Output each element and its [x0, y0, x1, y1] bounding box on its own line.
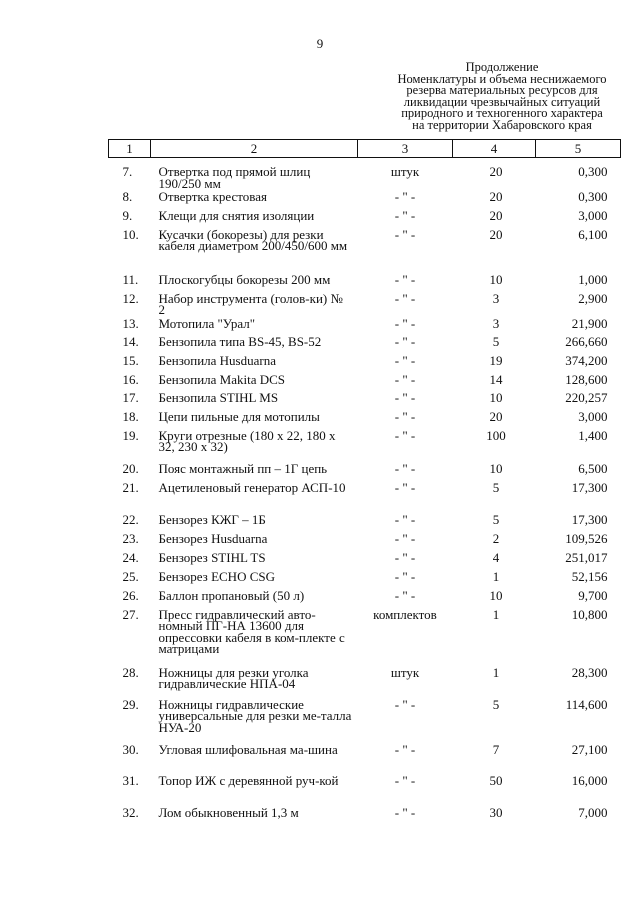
- table-row: [109, 229, 621, 274]
- table-body: [109, 158, 621, 826]
- quantity: 10: [489, 390, 503, 405]
- amount: 0,300: [578, 189, 608, 204]
- amount: 28,300: [571, 664, 608, 680]
- row-number: 12.: [122, 290, 139, 306]
- quantity: 10: [489, 271, 503, 287]
- quantity: 50: [489, 772, 503, 788]
- table-row: [109, 463, 621, 482]
- unit-of-measure: - " -: [394, 226, 416, 242]
- row-number: 23.: [122, 530, 139, 546]
- quantity: 1: [492, 606, 500, 622]
- unit-of-measure: - " -: [394, 207, 416, 223]
- unit-of-measure: - " -: [394, 568, 416, 584]
- unit-of-measure: - " -: [394, 189, 416, 204]
- table-row: [109, 293, 621, 318]
- item-name: Мотопила "Урал": [158, 315, 256, 331]
- quantity: 3: [492, 315, 500, 331]
- table-row: [109, 807, 621, 826]
- amount: 1,000: [578, 271, 608, 287]
- item-name: Бензопила типа BS-45, BS-52: [158, 334, 322, 349]
- unit-of-measure: - " -: [394, 772, 416, 788]
- unit-of-measure: - " -: [394, 427, 416, 443]
- unit-of-measure: - " -: [394, 290, 416, 306]
- column-header: 2: [151, 140, 358, 158]
- row-number: 19.: [122, 427, 139, 443]
- amount: 17,300: [571, 511, 608, 527]
- table-row: [109, 699, 621, 744]
- table-row: [109, 775, 621, 807]
- amount: 6,100: [578, 226, 608, 242]
- row-number: 32.: [122, 804, 139, 820]
- row-number: 15.: [122, 352, 139, 368]
- amount: 251,017: [565, 549, 608, 565]
- item-name: Отвертка крестовая: [158, 189, 267, 204]
- amount: 3,000: [578, 207, 608, 223]
- quantity: 2: [492, 530, 500, 546]
- item-name: Отвертка под прямой шлиц 190/250 мм: [158, 164, 311, 191]
- unit-of-measure: - " -: [394, 460, 416, 476]
- amount: 3,000: [578, 409, 608, 424]
- row-number: 20.: [122, 460, 139, 476]
- amount: 1,400: [578, 427, 608, 443]
- caption-line: природного и техногенного характера: [401, 106, 603, 121]
- table-row: [109, 744, 621, 775]
- unit-of-measure: - " -: [394, 741, 416, 757]
- caption-line: ликвидации чрезвычайных ситуаций: [403, 94, 601, 109]
- item-name: Пояс монтажный пп – 1Г цепь: [158, 460, 328, 476]
- unit-of-measure: комплектов: [373, 606, 437, 622]
- table-row: [109, 166, 621, 191]
- table-row: [109, 430, 621, 463]
- row-number: 21.: [122, 479, 139, 495]
- column-header: 1: [109, 140, 151, 158]
- column-header: 4: [453, 140, 536, 158]
- item-name: Лом обыкновенный 1,3 м: [158, 804, 299, 820]
- column-header: 5: [536, 140, 621, 158]
- quantity: 20: [489, 226, 503, 242]
- item-name: Бензорез Husduarna: [158, 530, 268, 546]
- row-number: 10.: [122, 226, 139, 242]
- unit-of-measure: - " -: [394, 390, 416, 405]
- item-name: Бензопила Makita DCS: [158, 371, 286, 387]
- unit-of-measure: - " -: [394, 804, 416, 820]
- quantity: 3: [492, 290, 500, 306]
- quantity: 5: [492, 479, 500, 495]
- row-number: 8.: [122, 189, 133, 204]
- unit-of-measure: - " -: [394, 530, 416, 546]
- unit-of-measure: штук: [390, 664, 420, 680]
- amount: 7,000: [578, 804, 608, 820]
- row-number: 26.: [122, 587, 139, 603]
- item-name: Топор ИЖ с деревянной руч-кой: [158, 772, 339, 788]
- page-number: 9: [316, 36, 324, 51]
- caption-line: на территории Хабаровского края: [412, 117, 592, 132]
- row-number: 9.: [122, 207, 133, 223]
- amount: 21,900: [571, 315, 608, 331]
- amount: 52,156: [571, 568, 608, 584]
- quantity: 100: [486, 427, 506, 443]
- table-row: [109, 482, 621, 514]
- table-row: [109, 411, 621, 430]
- unit-of-measure: - " -: [394, 315, 416, 331]
- caption-line: резерва материальных ресурсов для: [406, 83, 598, 98]
- row-number: 13.: [122, 315, 139, 331]
- table-row: [109, 552, 621, 571]
- table-row: [109, 571, 621, 590]
- row-number: 30.: [122, 741, 139, 757]
- unit-of-measure: - " -: [394, 409, 416, 424]
- unit-of-measure: - " -: [394, 371, 416, 387]
- table-row: [109, 533, 621, 552]
- table-row: [109, 355, 621, 374]
- quantity: 5: [492, 696, 500, 712]
- amount: 109,526: [565, 530, 608, 546]
- table-row: [109, 274, 621, 293]
- item-name: Клещи для снятия изоляции: [158, 207, 315, 223]
- quantity: 20: [489, 207, 503, 223]
- item-name: Ножницы гидравлические универсальные для резки ме-талла НУА-20: [158, 696, 352, 735]
- row-number: 27.: [122, 606, 139, 622]
- table-caption: [384, 62, 620, 132]
- resource-table: [108, 139, 621, 826]
- row-number: 7.: [122, 164, 133, 179]
- row-number: 16.: [122, 371, 139, 387]
- unit-of-measure: - " -: [394, 696, 416, 712]
- item-name: Ацетиленовый генератор АСП-10: [158, 479, 346, 495]
- amount: 266,660: [565, 334, 608, 349]
- quantity: 14: [489, 371, 503, 387]
- unit-of-measure: - " -: [394, 511, 416, 527]
- row-number: 25.: [122, 568, 139, 584]
- row-number: 22.: [122, 511, 139, 527]
- quantity: 10: [489, 460, 503, 476]
- amount: 27,100: [571, 741, 608, 757]
- item-name: Круги отрезные (180 х 22, 180 х 32, 230 х 32): [158, 427, 336, 455]
- row-number: 11.: [122, 271, 139, 287]
- quantity: 19: [489, 352, 503, 368]
- unit-of-measure: - " -: [394, 334, 416, 349]
- amount: 9,700: [578, 587, 608, 603]
- table-header-row: [109, 140, 621, 158]
- quantity: 20: [489, 409, 503, 424]
- item-name: Набор инструмента (голов-ки) № 2: [158, 290, 343, 318]
- item-name: Бензопила Husduarna: [158, 352, 276, 368]
- quantity: 5: [492, 334, 500, 349]
- quantity: 20: [489, 164, 503, 179]
- caption-line: Номенклатуры и объема неснижаемого: [397, 71, 607, 86]
- item-name: Пресс гидравлический авто-номный ПГ-НА 13600 для опрессовки кабеля в ком-плекте с матрицами: [158, 606, 345, 657]
- amount: 16,000: [571, 772, 608, 788]
- table-row: [109, 514, 621, 533]
- quantity: 10: [489, 587, 503, 603]
- row-number: 14.: [122, 334, 139, 349]
- item-name: Бензорез STIHL TS: [158, 549, 266, 565]
- amount: 374,200: [565, 352, 608, 368]
- row-number: 24.: [122, 549, 139, 565]
- table-row: [109, 590, 621, 609]
- item-name: Угловая шлифовальная ма-шина: [158, 741, 338, 757]
- item-name: Бензорез КЖГ – 1Б: [158, 511, 266, 527]
- unit-of-measure: - " -: [394, 479, 416, 495]
- unit-of-measure: - " -: [394, 271, 416, 287]
- amount: 2,900: [578, 290, 608, 306]
- item-name: Бензопила STIHL MS: [158, 390, 279, 405]
- amount: 10,800: [571, 606, 608, 622]
- row-number: 17.: [122, 390, 139, 405]
- column-header: 3: [358, 140, 453, 158]
- item-name: Цепи пильные для мотопилы: [158, 409, 320, 424]
- quantity: 20: [489, 189, 503, 204]
- unit-of-measure: штук: [390, 164, 420, 179]
- quantity: 1: [492, 664, 500, 680]
- amount: 114,600: [565, 696, 608, 712]
- amount: 220,257: [565, 390, 608, 405]
- item-name: Бензорез ECHO CSG: [158, 568, 275, 584]
- quantity: 30: [489, 804, 503, 820]
- table-row: [109, 336, 621, 355]
- amount: 17,300: [571, 479, 608, 495]
- table-row: [109, 191, 621, 210]
- amount: 128,600: [565, 371, 608, 387]
- quantity: 7: [492, 741, 500, 757]
- quantity: 5: [492, 511, 500, 527]
- item-name: Баллон пропановый (50 л): [158, 587, 305, 603]
- table-row: [109, 609, 621, 667]
- unit-of-measure: - " -: [394, 352, 416, 368]
- caption-title: Продолжение: [465, 60, 539, 74]
- amount: 0,300: [578, 164, 608, 179]
- item-name: Ножницы для резки уголка гидравлические НПА-04: [158, 664, 309, 692]
- unit-of-measure: - " -: [394, 587, 416, 603]
- amount: 6,500: [578, 460, 608, 476]
- row-number: 18.: [122, 409, 139, 424]
- row-number: 31.: [122, 772, 139, 788]
- row-number: 28.: [122, 664, 139, 680]
- unit-of-measure: - " -: [394, 549, 416, 565]
- table-row: [109, 667, 621, 699]
- table-row: [109, 210, 621, 229]
- quantity: 4: [492, 549, 500, 565]
- item-name: Плоскогубцы бокорезы 200 мм: [158, 271, 331, 287]
- row-number: 29.: [122, 696, 139, 712]
- item-name: Кусачки (бокорезы) для резки кабеля диаметром 200/450/600 мм: [158, 226, 348, 254]
- quantity: 1: [492, 568, 500, 584]
